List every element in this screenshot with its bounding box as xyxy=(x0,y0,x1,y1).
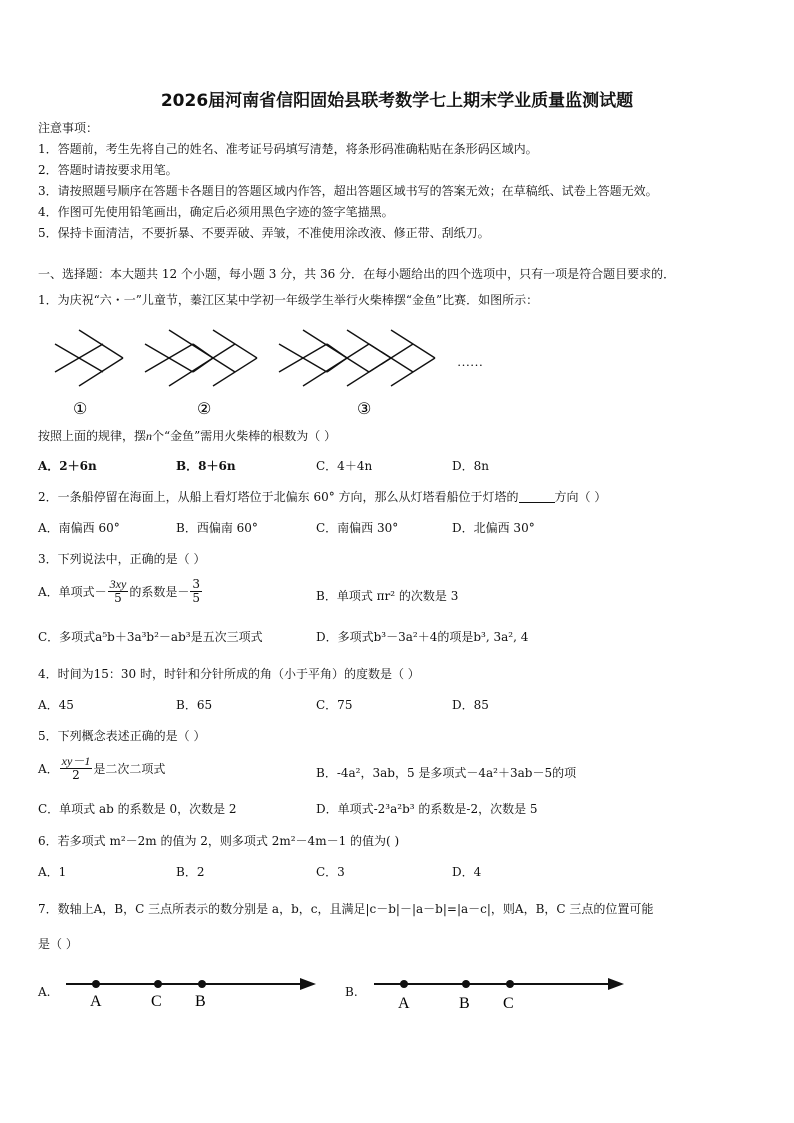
q7-option-b-label[interactable]: B. xyxy=(345,985,358,999)
notice-item: 2．答题时请按要求用笔。 xyxy=(38,163,178,177)
q1-option-a[interactable]: A．2＋6n xyxy=(38,459,97,473)
q3-option-c[interactable]: C．多项式a⁵b＋3a³b²－ab³是五次三项式 xyxy=(38,630,263,644)
q4-option-a[interactable]: A．45 xyxy=(38,698,74,712)
q5-a-post: 是二次二项式 xyxy=(93,761,166,776)
figure-label-3: ③ xyxy=(357,401,372,418)
notice-heading: 注意事项： xyxy=(38,121,99,135)
q1-option-d[interactable]: D．8n xyxy=(452,459,489,473)
q3-option-b[interactable]: B．单项式 πr² 的次数是 3 xyxy=(316,589,459,603)
q5-a-pre: A． xyxy=(38,761,59,776)
q6-option-c[interactable]: C．3 xyxy=(316,865,345,879)
q3-a-fraction: $\frac{3xy}{5}$ xyxy=(109,577,127,605)
q5-option-b[interactable]: B．-4a²，3ab，5 是多项式－4a²＋3ab－5的项 xyxy=(316,766,577,780)
notice-item: 3．请按照题号顺序在答题卡各题目的答题区域内作答，超出答题区域书写的答案无效；在草稿纸、试卷上答题无效。 xyxy=(38,184,658,198)
q1-prompt-var: n xyxy=(146,429,153,443)
q5-stem: 5．下列概念表述正确的是（ ） xyxy=(38,729,206,743)
goldfish-figure-2 xyxy=(145,330,257,386)
q7-stem-line2: 是（ ） xyxy=(38,937,78,951)
q1-prompt xyxy=(38,428,336,444)
q2-option-c[interactable]: C．南偏西 30° xyxy=(316,521,399,535)
q1-option-c[interactable]: C．4＋4n xyxy=(316,459,373,473)
q3-option-d[interactable]: D．多项式b³－3a²＋4的项是b³, 3a², 4 xyxy=(316,630,529,644)
goldfish-figure-3 xyxy=(279,330,435,386)
q5-option-a[interactable] xyxy=(38,755,165,782)
q2-option-a[interactable]: A．南偏西 60° xyxy=(38,521,120,535)
notice-item: 1．答题前，考生先将自己的姓名、准考证号码填写清楚，将条形码准确粘贴在条形码区域内。 xyxy=(38,142,538,156)
q6-stem: 6．若多项式 m²－2m 的值为 2，则多项式 2m²－4m－1 的值为( ) xyxy=(38,834,400,848)
figure-ellipsis: …… xyxy=(457,354,483,369)
point-label: A xyxy=(90,993,102,1010)
q5-a-fraction: $\frac{xy-1}{2}$ xyxy=(61,754,91,782)
q1-prompt-pre: 按照上面的规律，摆 xyxy=(38,429,147,443)
page-title: 2026届河南省信阳固始县联考数学七上期末学业质量监测试题 xyxy=(160,91,634,111)
q2-stem-post: 方向（ ） xyxy=(554,490,607,504)
q4-option-b[interactable]: B．65 xyxy=(176,698,213,712)
point-label: B xyxy=(459,995,470,1012)
q1-option-b[interactable]: B．8＋6n xyxy=(176,459,236,473)
point-label: B xyxy=(195,993,206,1010)
point-label: C xyxy=(151,993,162,1010)
q4-option-c[interactable]: C．75 xyxy=(316,698,353,712)
notice-item: 4．作图可先使用铅笔画出，确定后必须用黑色字迹的签字笔描黑。 xyxy=(38,205,394,219)
figure-label-1: ① xyxy=(73,401,88,418)
q6-option-b[interactable]: B．2 xyxy=(176,865,205,879)
q4-stem: 4．时间为15：30 时，时针和分针所成的角（小于平角）的度数是（ ） xyxy=(38,667,420,681)
q7-option-a-label[interactable]: A. xyxy=(38,985,51,999)
q7-option-a-number-line[interactable] xyxy=(62,968,322,1014)
figure-label-2: ② xyxy=(197,401,212,418)
goldfish-figure-1 xyxy=(55,330,123,386)
q2-stem xyxy=(38,489,606,505)
q1-stem: 1．为庆祝“六・一”儿童节，蓁江区某中学初一年级学生举行火柴棒摆“金鱼”比赛．如图所示： xyxy=(38,293,539,307)
q1-prompt-post: 个“金鱼”需用火柴棒的根数为（ ） xyxy=(152,429,337,443)
q4-option-d[interactable]: D．85 xyxy=(452,698,489,712)
section-heading: 一、选择题：本大题共 12 个小题，每小题 3 分，共 36 分．在每小题给出的四个选项中，只有一项是符合题目要求的． xyxy=(38,267,676,281)
q2-stem-pre: 2．一条船停留在海面上，从船上看灯塔位于北偏东 60° 方向，那么从灯塔看船位于灯塔的 xyxy=(38,490,519,504)
q6-option-a[interactable]: A．1 xyxy=(38,865,67,879)
q3-stem: 3．下列说法中，正确的是（ ） xyxy=(38,552,206,566)
q3-a-pre: A．单项式－ xyxy=(38,584,107,599)
q3-option-a[interactable] xyxy=(38,578,203,605)
q5-option-d[interactable]: D．单项式-2³a²b³ 的系数是-2，次数是 5 xyxy=(316,802,538,816)
q6-option-d[interactable]: D．4 xyxy=(452,865,482,879)
q1-matchstick-figure xyxy=(45,320,505,420)
q7-option-b-number-line[interactable] xyxy=(370,968,630,1014)
q2-option-d[interactable]: D．北偏西 30° xyxy=(452,521,535,535)
q3-a-fraction-2: $\frac{3}{5}$ xyxy=(192,577,200,605)
q7-stem-line1: 7．数轴上A，B，C 三点所表示的数分别是 a，b，c，且满足|c－b|－|a－b|=|a－c|，则A，B，C 三点的位置可能 xyxy=(38,902,654,916)
q3-a-mid: 的系数是－ xyxy=(129,584,190,599)
q5-option-c[interactable]: C．单项式 ab 的系数是 0，次数是 2 xyxy=(38,802,237,816)
notice-item: 5．保持卡面清洁，不要折暴、不要弄破、弄皱，不准使用涂改液、修正带、刮纸刀。 xyxy=(38,226,490,240)
point-label: C xyxy=(503,995,514,1012)
q2-answer-blank xyxy=(519,490,555,503)
q2-option-b[interactable]: B．西偏南 60° xyxy=(176,521,258,535)
point-label: A xyxy=(398,995,410,1012)
